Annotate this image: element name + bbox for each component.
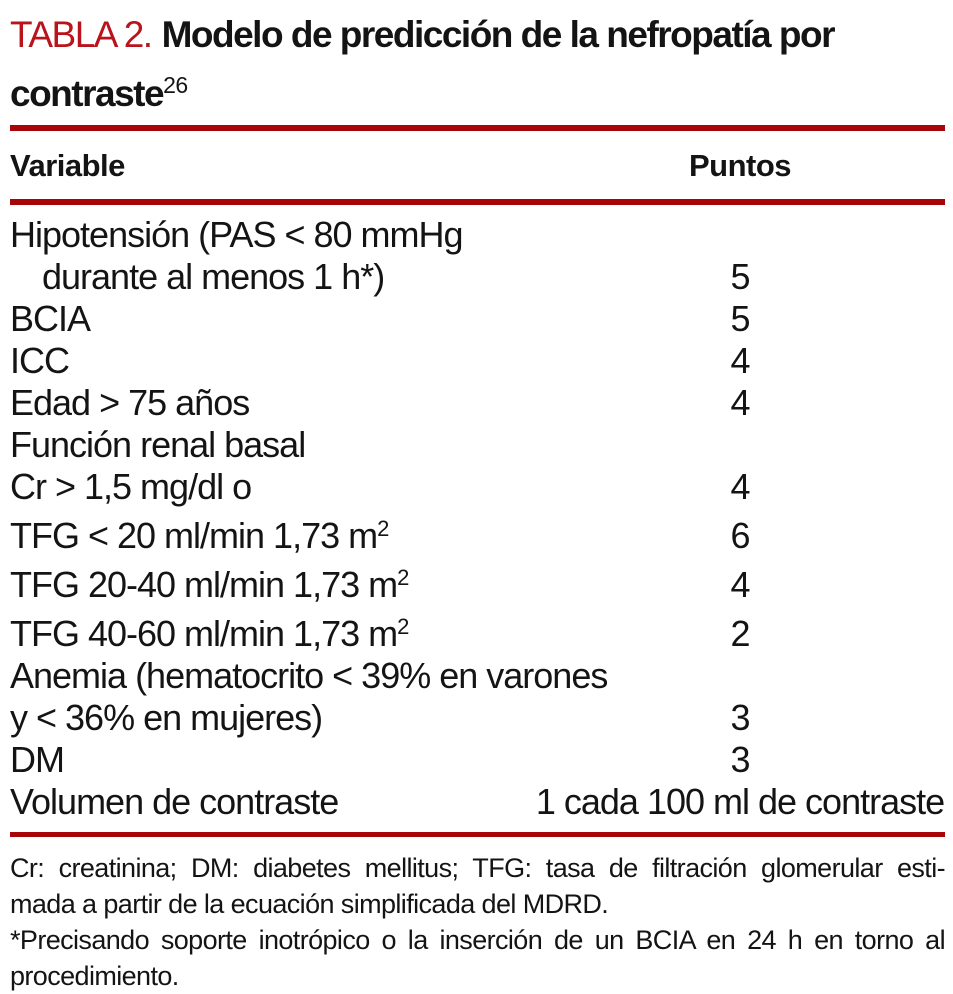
table-row — [10, 739, 945, 781]
row-variable-label: TFG 40-60 ml/min 1,73 m — [10, 613, 398, 654]
table-header-row — [10, 131, 945, 199]
row-variable-label: durante al menos 1 h*) — [42, 256, 385, 297]
row-variable-label: TFG 20-40 ml/min 1,73 m — [10, 564, 398, 605]
row-variable-label: TFG < 20 ml/min 1,73 m — [10, 515, 378, 556]
row-variable-label: DM — [10, 739, 64, 780]
footnote-line: Cr: creatinina; DM: diabetes mellitus; TFG: tasa de filtración glomerular esti- — [10, 853, 945, 883]
row-points-value: 5 — [730, 298, 750, 339]
table-row — [10, 508, 945, 557]
table-number-label: TABLA 2. — [10, 14, 152, 55]
row-variable-superscript: 2 — [377, 516, 390, 541]
row-variable-label: Cr > 1,5 mg/dl o — [10, 466, 252, 507]
table-title-line1 — [10, 10, 945, 60]
row-variable-label: Hipotensión (PAS < 80 mmHg — [10, 214, 463, 255]
row-points-value: 5 — [730, 256, 750, 297]
table-title — [10, 10, 945, 119]
row-variable-label: BCIA — [10, 298, 91, 339]
table-row — [10, 655, 945, 697]
table-row — [10, 382, 945, 424]
row-variable-superscript: 2 — [397, 614, 410, 639]
column-header-variable: Variable — [10, 148, 125, 183]
table-body — [10, 205, 945, 832]
column-header-puntos: Puntos — [688, 148, 792, 183]
row-variable-label: Edad > 75 años — [10, 382, 250, 423]
row-points-value: 1 cada 100 ml de contraste — [535, 781, 945, 822]
row-variable-label: Función renal basal — [10, 424, 306, 465]
row-variable-label: ICC — [10, 340, 69, 381]
table-title-line2 — [10, 60, 945, 119]
row-points-value: 4 — [730, 466, 750, 507]
table-row — [10, 298, 945, 340]
table-row — [10, 340, 945, 382]
table-title-text-2: contraste — [10, 73, 164, 114]
row-variable-label: Volumen de contraste — [10, 781, 339, 822]
footer-divider-rule — [10, 832, 945, 837]
reference-superscript: 26 — [163, 72, 188, 98]
footnote-line: mada a partir de la ecuación simplificada del MDRD. — [10, 889, 609, 919]
row-points-value: 3 — [730, 739, 750, 780]
table-footnotes — [10, 850, 945, 994]
row-points-value: 4 — [730, 340, 750, 381]
table-title-text: Modelo de predicción de la nefropatía por — [161, 14, 835, 55]
row-points-value: 6 — [730, 515, 750, 556]
table-row — [10, 466, 945, 508]
table-row — [10, 557, 945, 606]
row-points-value: 2 — [730, 613, 750, 654]
table-row — [10, 424, 945, 466]
row-variable-label: Anemia (hematocrito < 39% en varones — [10, 655, 608, 696]
table-row — [10, 781, 945, 823]
row-points-value: 3 — [730, 697, 750, 738]
row-variable-superscript: 2 — [397, 565, 410, 590]
row-variable-label: y < 36% en mujeres) — [10, 697, 323, 738]
table-row — [10, 697, 945, 739]
table-row — [10, 256, 945, 298]
table-row — [10, 214, 945, 256]
table-row — [10, 606, 945, 655]
footnote-line: procedimiento. — [10, 961, 179, 991]
footnote-line: *Precisando soporte inotrópico o la inserción de un BCIA en 24 h en torno al — [10, 925, 945, 955]
row-points-value: 4 — [730, 382, 750, 423]
row-points-value: 4 — [730, 564, 750, 605]
